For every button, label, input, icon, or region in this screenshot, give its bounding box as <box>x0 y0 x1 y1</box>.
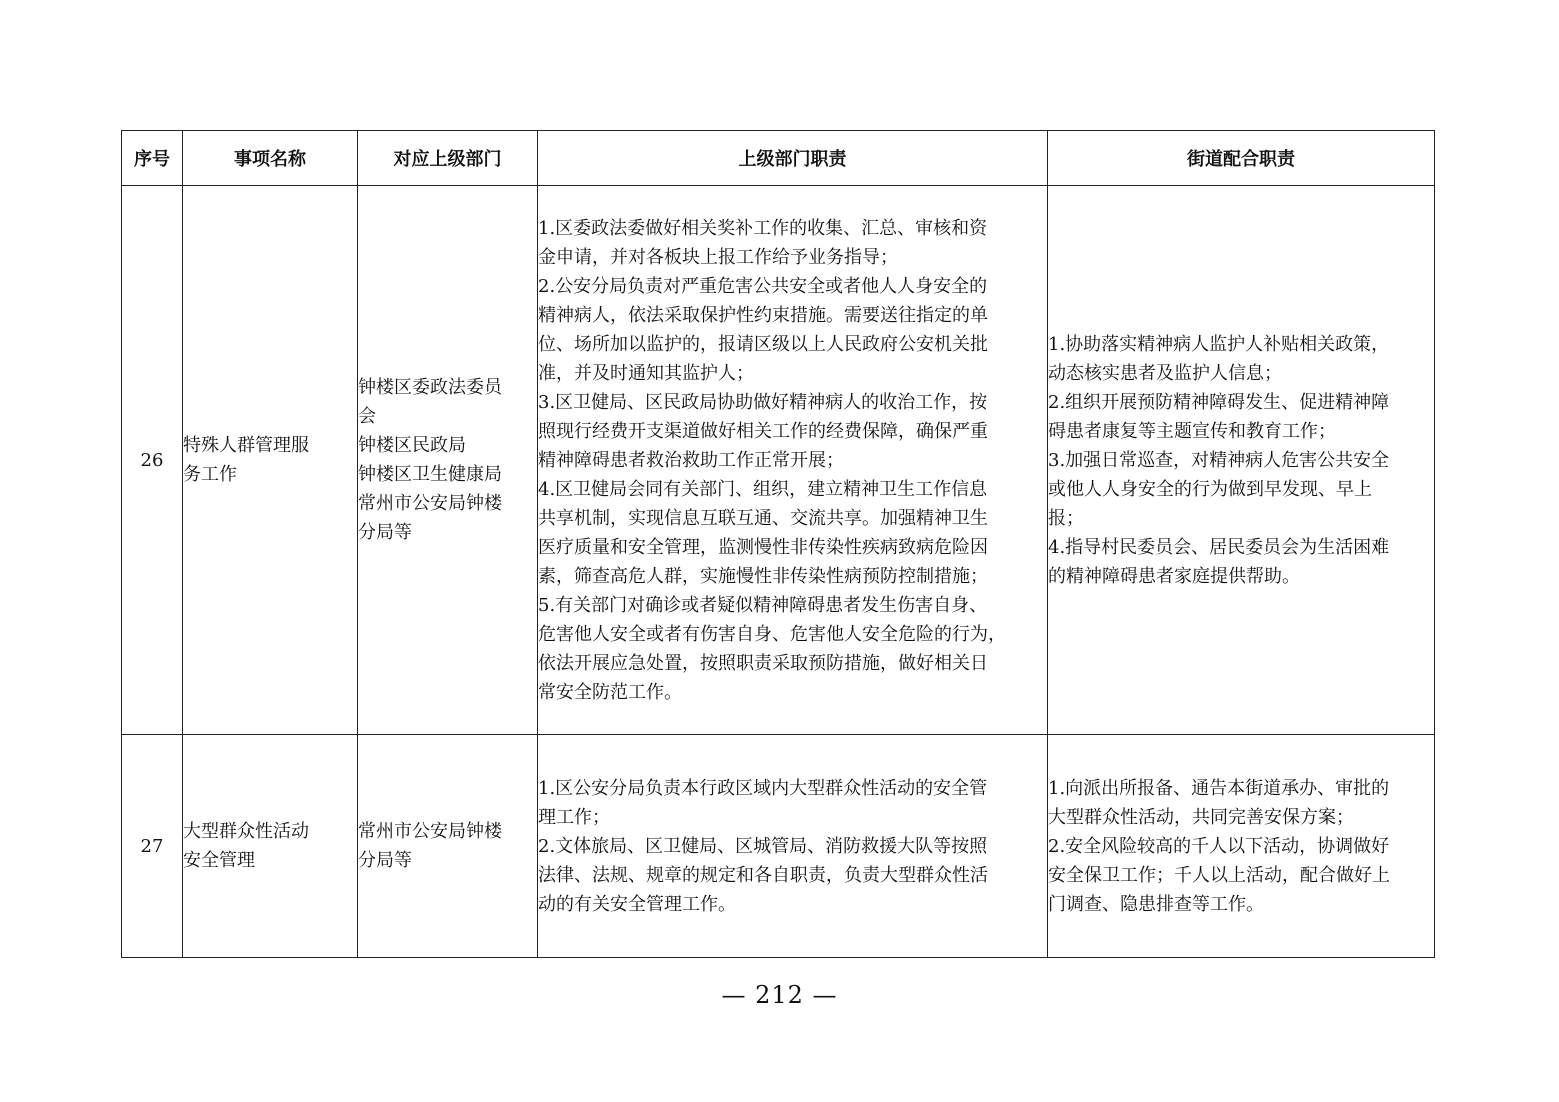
text-line: 2.安全风险较高的千人以下活动，协调做好 <box>1048 835 1390 857</box>
text-line: 1.协助落实精神病人监护人补贴相关政策， <box>1048 333 1390 355</box>
seq-cell: 27 <box>122 735 183 958</box>
page-number: — 212 — <box>721 981 838 1009</box>
text-line: 钟楼区卫生健康局 <box>358 464 502 485</box>
duty-table <box>121 130 1435 958</box>
header-item-name: 事项名称 <box>183 131 358 186</box>
table-row <box>122 186 1435 735</box>
text-line: 大型群众性活动 <box>183 821 309 842</box>
text-line: 分局等 <box>358 522 412 543</box>
text-line: 门调查、隐患排查等工作。 <box>1048 893 1264 915</box>
text-line: 安全管理 <box>183 850 255 871</box>
text-line: 大型群众性活动，共同完善安保方案； <box>1048 806 1354 828</box>
text-line: 2.公安分局负责对严重危害公共安全或者他人人身安全的 <box>538 275 988 297</box>
text-line: 1.区委政法委做好相关奖补工作的收集、汇总、审核和资 <box>538 217 988 239</box>
text-line: 位、场所加以监护的，报请区级以上人民政府公安机关批 <box>538 333 988 355</box>
header-seq: 序号 <box>122 131 183 186</box>
header-street-duties: 街道配合职责 <box>1048 131 1435 186</box>
text-line: 的精神障碍患者家庭提供帮助。 <box>1048 565 1300 587</box>
street-duties-cell <box>1048 186 1435 735</box>
text-line: 法律、法规、规章的规定和各自职责，负责大型群众性活 <box>538 864 988 886</box>
text-line: 照现行经费开支渠道做好相关工作的经费保障，确保严重 <box>538 420 988 442</box>
street-duties-cell <box>1048 735 1435 958</box>
table-row <box>122 735 1435 958</box>
text-line: 碍患者康复等主题宣传和教育工作； <box>1048 420 1336 442</box>
text-line: 精神病人，依法采取保护性约束措施。需要送往指定的单 <box>538 304 988 326</box>
seq-cell: 26 <box>122 186 183 735</box>
text-line: 医疗质量和安全管理，监测慢性非传染性疾病致病危险因 <box>538 536 988 558</box>
text-line: 特殊人群管理服 <box>183 435 309 456</box>
text-line: 安全保卫工作；千人以上活动，配合做好上 <box>1048 864 1390 886</box>
text-line: 理工作； <box>538 806 610 828</box>
text-line: 5.有关部门对确诊或者疑似精神障碍患者发生伤害自身、 <box>538 594 988 616</box>
text-line: 报； <box>1048 507 1084 529</box>
superior-dept-cell <box>358 735 538 958</box>
text-line: 分局等 <box>358 850 412 871</box>
text-line: 1.向派出所报备、通告本街道承办、审批的 <box>1048 777 1390 799</box>
text-line: 常州市公安局钟楼 <box>358 821 502 842</box>
text-line: 常安全防范工作。 <box>538 681 682 703</box>
header-superior-duties: 上级部门职责 <box>538 131 1048 186</box>
item-name-cell <box>183 735 358 958</box>
text-line: 3.区卫健局、区民政局协助做好精神病人的收治工作，按 <box>538 391 988 413</box>
item-name-cell <box>183 186 358 735</box>
text-line: 4.区卫健局会同有关部门、组织，建立精神卫生工作信息 <box>538 478 988 500</box>
text-line: 2.文体旅局、区卫健局、区城管局、消防救援大队等按照 <box>538 835 988 857</box>
text-line: 务工作 <box>183 464 237 485</box>
text-line: 依法开展应急处置，按照职责采取预防措施，做好相关日 <box>538 652 988 674</box>
header-superior-dept: 对应上级部门 <box>358 131 538 186</box>
text-line: 4.指导村民委员会、居民委员会为生活困难 <box>1048 536 1390 558</box>
text-line: 共享机制，实现信息互联互通、交流共享。加强精神卫生 <box>538 507 988 529</box>
text-line: 精神障碍患者救治救助工作正常开展； <box>538 449 844 471</box>
text-line: 钟楼区民政局 <box>358 435 466 456</box>
text-line: 或他人人身安全的行为做到早发现、早上 <box>1048 478 1372 500</box>
text-line: 危害他人安全或者有伤害自身、危害他人安全危险的行为， <box>538 623 1006 645</box>
text-line: 3.加强日常巡查，对精神病人危害公共安全 <box>1048 449 1390 471</box>
text-line: 2.组织开展预防精神障碍发生、促进精神障 <box>1048 391 1390 413</box>
superior-duties-cell <box>538 186 1048 735</box>
text-line: 动态核实患者及监护人信息； <box>1048 362 1282 384</box>
text-line: 钟楼区委政法委员 <box>358 377 502 398</box>
text-line: 常州市公安局钟楼 <box>358 493 502 514</box>
header-row <box>122 131 1435 186</box>
text-line: 素，筛查高危人群，实施慢性非传染性病预防控制措施； <box>538 565 988 587</box>
superior-dept-cell <box>358 186 538 735</box>
superior-duties-cell <box>538 735 1048 958</box>
text-line: 会 <box>358 406 376 427</box>
text-line: 1.区公安分局负责本行政区域内大型群众性活动的安全管 <box>538 777 988 799</box>
text-line: 金申请，并对各板块上报工作给予业务指导； <box>538 246 898 268</box>
text-line: 动的有关安全管理工作。 <box>538 893 736 915</box>
text-line: 准，并及时通知其监护人； <box>538 362 754 384</box>
